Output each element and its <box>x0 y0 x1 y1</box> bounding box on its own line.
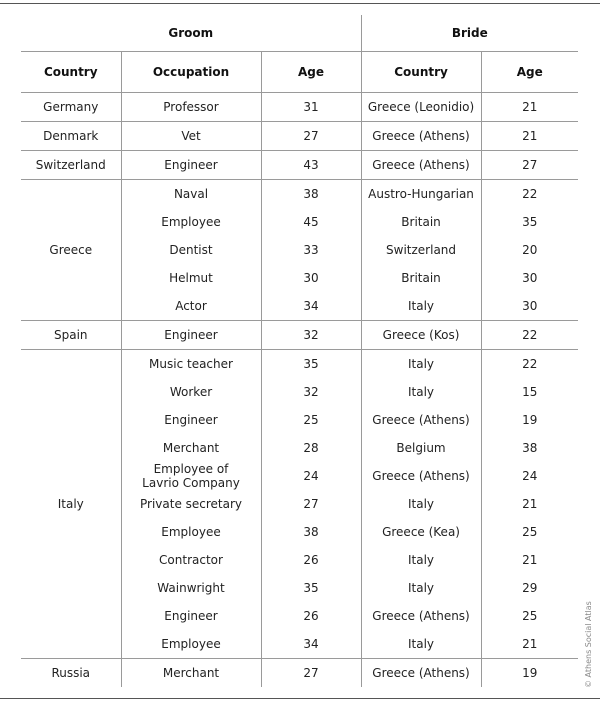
bride-age-cell: 19 <box>481 659 578 688</box>
bride-country-cell: Britain <box>361 208 481 236</box>
bride-age-cell: 22 <box>481 321 578 350</box>
bride-country-cell: Greece (Athens) <box>361 122 481 151</box>
bride-age-header: Age <box>481 52 578 93</box>
bride-age-cell: 29 <box>481 574 578 602</box>
bride-age-cell: 20 <box>481 236 578 264</box>
groom-age-cell: 24 <box>261 462 361 490</box>
bride-country-cell: Italy <box>361 292 481 321</box>
groom-age-cell: 34 <box>261 630 361 659</box>
groom-occupation-cell: Contractor <box>121 546 261 574</box>
groom-occupation-header: Occupation <box>121 52 261 93</box>
bride-country-cell: Greece (Athens) <box>361 462 481 490</box>
table-row <box>21 122 578 151</box>
groom-age-cell: 27 <box>261 122 361 151</box>
groom-occupation-cell: Merchant <box>121 659 261 688</box>
bride-age-cell: 25 <box>481 518 578 546</box>
groom-occupation-cell: Music teacher <box>121 350 261 379</box>
bride-country-cell: Austro-Hungarian <box>361 180 481 209</box>
groom-country-cell: Germany <box>21 93 121 122</box>
groom-country-cell: Spain <box>21 321 121 350</box>
bride-country-cell: Greece (Kos) <box>361 321 481 350</box>
bride-age-cell: 21 <box>481 546 578 574</box>
bride-country-cell: Switzerland <box>361 236 481 264</box>
groom-age-cell: 35 <box>261 574 361 602</box>
column-header-row <box>21 52 578 93</box>
bride-age-cell: 19 <box>481 406 578 434</box>
bride-country-header: Country <box>361 52 481 93</box>
groom-occupation-cell: Helmut <box>121 264 261 292</box>
bride-country-cell: Italy <box>361 546 481 574</box>
bride-age-cell: 35 <box>481 208 578 236</box>
groom-occupation-cell: Employee <box>121 208 261 236</box>
groom-occupation-cell: Dentist <box>121 236 261 264</box>
bride-country-cell: Belgium <box>361 434 481 462</box>
groom-age-cell: 28 <box>261 434 361 462</box>
groom-age-cell: 32 <box>261 378 361 406</box>
bride-country-cell: Italy <box>361 574 481 602</box>
groom-occupation-cell: Private secretary <box>121 490 261 518</box>
group-header-row <box>21 15 578 52</box>
bottom-frame-line <box>0 698 600 699</box>
table-row <box>21 93 578 122</box>
table-row <box>21 180 578 209</box>
bride-country-cell: Italy <box>361 630 481 659</box>
bride-age-cell: 25 <box>481 602 578 630</box>
table-row <box>21 659 578 688</box>
groom-country-cell: Denmark <box>21 122 121 151</box>
credit-text: © Athens Social Atlas <box>584 601 593 688</box>
bride-age-cell: 22 <box>481 180 578 209</box>
bride-age-cell: 21 <box>481 93 578 122</box>
groom-occupation-cell: Actor <box>121 292 261 321</box>
bride-age-cell: 27 <box>481 151 578 180</box>
bride-age-cell: 21 <box>481 630 578 659</box>
bride-country-cell: Britain <box>361 264 481 292</box>
groom-country-cell: Greece <box>21 180 121 321</box>
groom-occupation-cell: Employee <box>121 518 261 546</box>
table-row <box>21 321 578 350</box>
groom-occupation-cell: Engineer <box>121 406 261 434</box>
groom-age-cell: 33 <box>261 236 361 264</box>
groom-occupation-cell: Worker <box>121 378 261 406</box>
groom-age-cell: 27 <box>261 659 361 688</box>
bride-age-cell: 30 <box>481 264 578 292</box>
groom-occupation-cell: Merchant <box>121 434 261 462</box>
groom-country-cell: Switzerland <box>21 151 121 180</box>
groom-occupation-cell: Engineer <box>121 321 261 350</box>
groom-age-cell: 27 <box>261 490 361 518</box>
groom-age-header: Age <box>261 52 361 93</box>
groom-age-cell: 38 <box>261 180 361 209</box>
groom-age-cell: 34 <box>261 292 361 321</box>
top-frame-line <box>0 3 600 4</box>
groom-occupation-cell: Employee <box>121 630 261 659</box>
groom-age-cell: 43 <box>261 151 361 180</box>
groom-country-header: Country <box>21 52 121 93</box>
groom-age-cell: 26 <box>261 546 361 574</box>
groom-age-cell: 26 <box>261 602 361 630</box>
bride-country-cell: Italy <box>361 490 481 518</box>
bride-age-cell: 30 <box>481 292 578 321</box>
bride-country-cell: Greece (Athens) <box>361 602 481 630</box>
bride-age-cell: 15 <box>481 378 578 406</box>
bride-age-cell: 21 <box>481 122 578 151</box>
bride-country-cell: Greece (Athens) <box>361 659 481 688</box>
groom-occupation-cell: Naval <box>121 180 261 209</box>
groom-country-cell: Italy <box>21 350 121 659</box>
groom-age-cell: 45 <box>261 208 361 236</box>
groom-occupation-cell: Professor <box>121 93 261 122</box>
bride-age-cell: 38 <box>481 434 578 462</box>
bride-country-cell: Greece (Leonidio) <box>361 93 481 122</box>
groom-age-cell: 31 <box>261 93 361 122</box>
bride-country-cell: Greece (Athens) <box>361 151 481 180</box>
bride-header: Bride <box>361 15 578 52</box>
groom-occupation-cell: Wainwright <box>121 574 261 602</box>
table-row <box>21 151 578 180</box>
marriages-table <box>21 15 578 687</box>
groom-occupation-cell: Engineer <box>121 602 261 630</box>
bride-country-cell: Greece (Athens) <box>361 406 481 434</box>
groom-country-cell: Russia <box>51 666 91 680</box>
table-row <box>21 350 578 379</box>
table-body <box>21 93 578 688</box>
groom-age-cell: 38 <box>261 518 361 546</box>
bride-country-cell: Italy <box>361 350 481 379</box>
bride-age-cell: 22 <box>481 350 578 379</box>
groom-age-cell: 30 <box>261 264 361 292</box>
groom-occupation-cell: Employee of Lavrio Company <box>121 462 261 490</box>
groom-occupation-cell: Vet <box>121 122 261 151</box>
groom-occupation-cell: Engineer <box>121 151 261 180</box>
groom-age-cell: 25 <box>261 406 361 434</box>
bride-country-cell: Greece (Kea) <box>361 518 481 546</box>
bride-age-cell: 24 <box>481 462 578 490</box>
bride-country-cell: Italy <box>361 378 481 406</box>
groom-age-cell: 32 <box>261 321 361 350</box>
bride-age-cell: 21 <box>481 490 578 518</box>
groom-header: Groom <box>21 15 361 52</box>
groom-age-cell: 35 <box>261 350 361 379</box>
